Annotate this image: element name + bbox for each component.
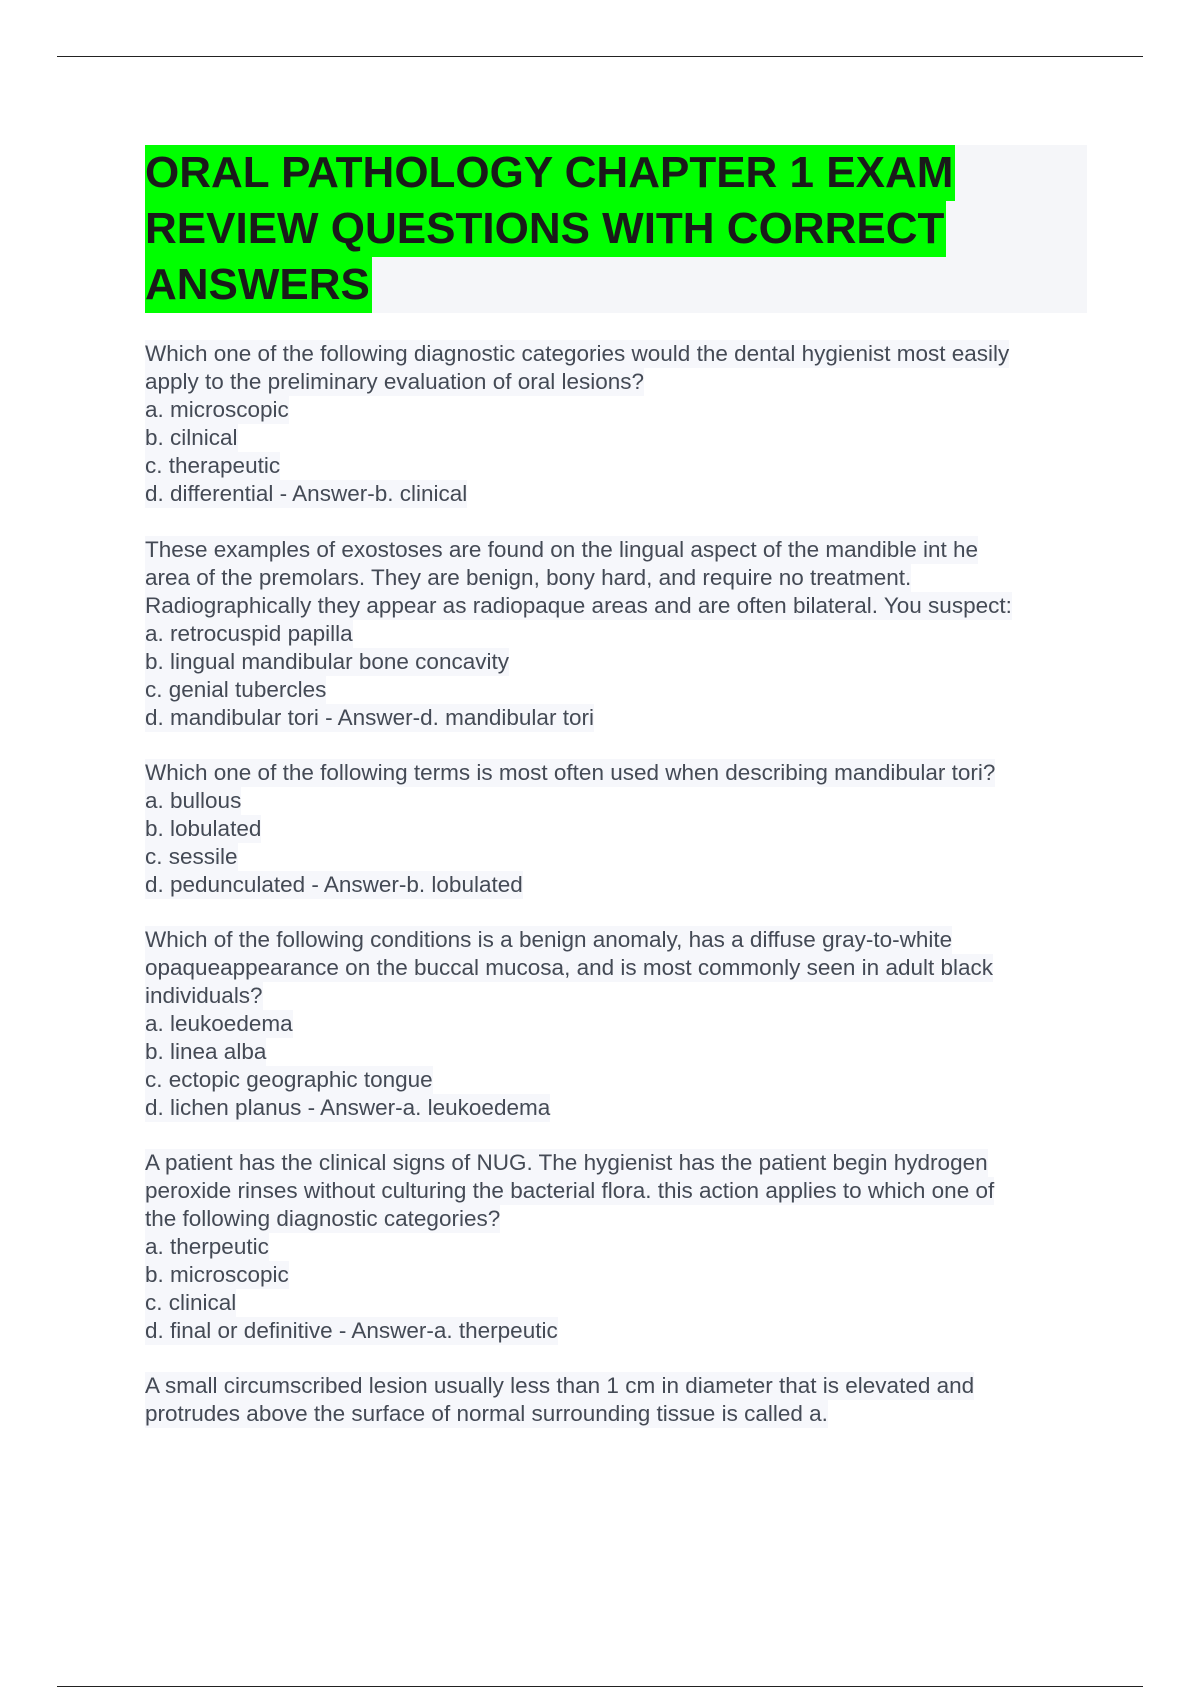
answer-option: c. ectopic geographic tongue	[145, 1067, 433, 1092]
question-text: A patient has the clinical signs of NUG. The hygienist has the patient begin hydrogen	[145, 1150, 988, 1175]
answer-option: a. bullous	[145, 788, 242, 813]
answer-option: c. therapeutic	[145, 453, 281, 478]
answer-option-with-answer: d. differential - Answer-b. clinical	[145, 481, 468, 506]
answer-option: b. linea alba	[145, 1039, 267, 1064]
answer-option: a. retrocuspid papilla	[145, 621, 353, 646]
answer-option-with-answer: d. pedunculated - Answer-b. lobulated	[145, 872, 523, 897]
answer-option: b. lingual mandibular bone concavity	[145, 649, 509, 674]
question-text: A small circumscribed lesion usually less than 1 cm in diameter that is elevated and	[145, 1373, 975, 1398]
answer-option-with-answer: d. mandibular tori - Answer-d. mandibular tori	[145, 705, 594, 730]
question-text: the following diagnostic categories?	[145, 1206, 501, 1231]
question-block	[145, 536, 1095, 732]
question-text: Which one of the following terms is most often used when describing mandibular tori?	[145, 760, 996, 785]
question-text: opaqueappearance on the buccal mucosa, and is most commonly seen in adult black	[145, 955, 994, 980]
question-text: protrudes above the surface of normal surrounding tissue is called a.	[145, 1401, 828, 1426]
bottom-rule	[57, 1686, 1143, 1687]
answer-option-with-answer: d. final or definitive - Answer-a. therpeutic	[145, 1318, 558, 1343]
answer-option: a. microscopic	[145, 397, 289, 422]
answer-option: c. genial tubercles	[145, 677, 327, 702]
question-block	[145, 926, 1095, 1122]
title-line: REVIEW QUESTIONS WITH CORRECT	[145, 201, 946, 257]
answer-option: b. microscopic	[145, 1262, 289, 1287]
title-line: ORAL PATHOLOGY CHAPTER 1 EXAM	[145, 145, 955, 201]
top-rule	[57, 56, 1143, 57]
document-title	[145, 145, 1087, 313]
answer-option-with-answer: d. lichen planus - Answer-a. leukoedema	[145, 1095, 551, 1120]
question-block	[145, 340, 1095, 508]
question-block	[145, 759, 1095, 899]
question-text: Radiographically they appear as radiopaque areas and are often bilateral. You suspect:	[145, 593, 1012, 618]
title-line: ANSWERS	[145, 257, 372, 313]
question-text: Which of the following conditions is a benign anomaly, has a diffuse gray-to-white	[145, 927, 953, 952]
question-text: area of the premolars. They are benign, bony hard, and require no treatment.	[145, 565, 912, 590]
question-block	[145, 1149, 1095, 1345]
question-text: peroxide rinses without culturing the bacterial flora. this action applies to which one of	[145, 1178, 995, 1203]
question-block	[145, 1372, 1095, 1428]
answer-option: c. sessile	[145, 844, 238, 869]
answer-option: a. therpeutic	[145, 1234, 269, 1259]
question-text: apply to the preliminary evaluation of oral lesions?	[145, 369, 645, 394]
question-text: individuals?	[145, 983, 263, 1008]
answer-option: c. clinical	[145, 1290, 237, 1315]
question-text: Which one of the following diagnostic categories would the dental hygienist most easily	[145, 341, 1010, 366]
answer-option: a. leukoedema	[145, 1011, 293, 1036]
question-text: These examples of exostoses are found on the lingual aspect of the mandible int he	[145, 537, 979, 562]
answer-option: b. cilnical	[145, 425, 238, 450]
answer-option: b. lobulated	[145, 816, 262, 841]
